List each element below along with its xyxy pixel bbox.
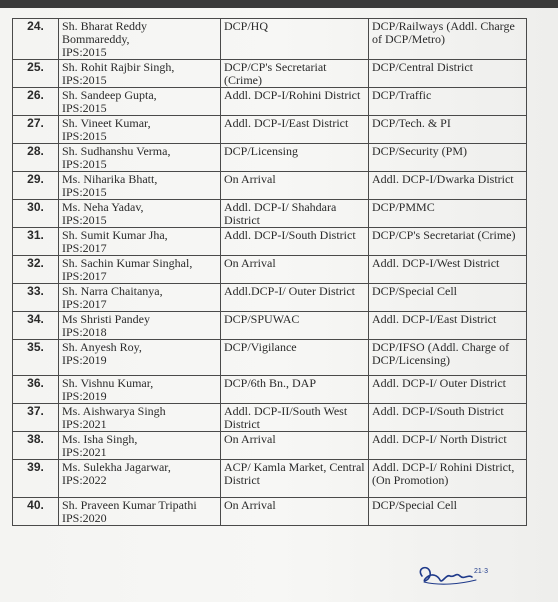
- serial-number: 37.: [13, 404, 59, 432]
- new-posting: DCP/Special Cell: [369, 284, 527, 312]
- officer-posting-table: [12, 18, 527, 526]
- officer-name: Ms. Neha Yadav,: [62, 200, 144, 214]
- officer-batch: IPS:2015: [62, 213, 107, 227]
- serial-number: 28.: [13, 144, 59, 172]
- table-row: [13, 340, 527, 376]
- serial-number: 36.: [13, 376, 59, 404]
- officer-name-cell: [59, 144, 221, 172]
- officer-batch: IPS:2021: [62, 417, 107, 431]
- officer-name-cell: [59, 432, 221, 460]
- new-posting: DCP/Special Cell: [369, 498, 527, 526]
- current-posting: On Arrival: [221, 432, 369, 460]
- officer-batch: IPS:2015: [62, 45, 107, 59]
- table-row: [13, 116, 527, 144]
- serial-number: 35.: [13, 340, 59, 376]
- current-posting: DCP/6th Bn., DAP: [221, 376, 369, 404]
- officer-name: Sh. Sumit Kumar Jha,: [62, 228, 168, 242]
- current-posting: DCP/Vigilance: [221, 340, 369, 376]
- officer-name: Ms. Isha Singh,: [62, 432, 138, 446]
- table-row: [13, 404, 527, 432]
- current-posting: Addl. DCP-I/Rohini District: [221, 88, 369, 116]
- new-posting: DCP/Security (PM): [369, 144, 527, 172]
- current-posting: Addl. DCP-I/ Shahdara District: [221, 200, 369, 228]
- officer-name: Sh. Sudhanshu Verma,: [62, 144, 171, 158]
- table-row: [13, 376, 527, 404]
- officer-name: Sh. Sandeep Gupta,: [62, 88, 157, 102]
- serial-number: 27.: [13, 116, 59, 144]
- new-posting: Addl. DCP-I/ Rohini District, (On Promotion): [369, 460, 527, 498]
- officer-name-cell: [59, 498, 221, 526]
- table-row: [13, 228, 527, 256]
- officer-batch: IPS:2020: [62, 511, 107, 525]
- officer-batch: IPS:2019: [62, 389, 107, 403]
- table-row: [13, 200, 527, 228]
- officer-batch: IPS:2017: [62, 297, 107, 311]
- new-posting: Addl. DCP-I/West District: [369, 256, 527, 284]
- top-edge-bar: [0, 0, 558, 8]
- current-posting: Addl. DCP-II/South West District: [221, 404, 369, 432]
- officer-batch: IPS:2021: [62, 445, 107, 459]
- current-posting: On Arrival: [221, 498, 369, 526]
- table-row: [13, 256, 527, 284]
- table-row: [13, 432, 527, 460]
- new-posting: DCP/Central District: [369, 60, 527, 88]
- officer-name-cell: [59, 228, 221, 256]
- table-row: [13, 144, 527, 172]
- officer-name: Sh. Praveen Kumar Tripathi: [62, 498, 197, 512]
- current-posting: Addl. DCP-I/South District: [221, 228, 369, 256]
- table-row: [13, 60, 527, 88]
- officer-name-cell: [59, 256, 221, 284]
- table-row: [13, 19, 527, 60]
- officer-name: Sh. Vineet Kumar,: [62, 116, 151, 130]
- officer-batch: IPS:2015: [62, 73, 107, 87]
- officer-batch: IPS:2022: [62, 473, 107, 487]
- serial-number: 33.: [13, 284, 59, 312]
- officer-batch: IPS:2017: [62, 269, 107, 283]
- table-row: [13, 460, 527, 498]
- serial-number: 25.: [13, 60, 59, 88]
- officer-name-cell: [59, 404, 221, 432]
- table-row: [13, 498, 527, 526]
- signature-mark: [410, 562, 500, 590]
- new-posting: DCP/CP's Secretariat (Crime): [369, 228, 527, 256]
- serial-number: 26.: [13, 88, 59, 116]
- new-posting: DCP/Traffic: [369, 88, 527, 116]
- current-posting: DCP/Licensing: [221, 144, 369, 172]
- current-posting: On Arrival: [221, 256, 369, 284]
- new-posting: DCP/PMMC: [369, 200, 527, 228]
- officer-name-cell: [59, 19, 221, 60]
- signature-initials: 21·3: [474, 568, 489, 575]
- officer-name-cell: [59, 340, 221, 376]
- serial-number: 32.: [13, 256, 59, 284]
- new-posting: DCP/Tech. & PI: [369, 116, 527, 144]
- current-posting: DCP/CP's Secretariat (Crime): [221, 60, 369, 88]
- new-posting: Addl. DCP-I/ Outer District: [369, 376, 527, 404]
- officer-name: Ms Shristi Pandey: [62, 312, 151, 326]
- officer-name: Ms. Niharika Bhatt,: [62, 172, 158, 186]
- current-posting: DCP/HQ: [221, 19, 369, 60]
- officer-name: Sh. Narra Chaitanya,: [62, 284, 163, 298]
- current-posting: ACP/ Kamla Market, Central District: [221, 460, 369, 498]
- officer-name: Sh. Bharat Reddy Bommareddy,: [62, 19, 147, 46]
- officer-batch: IPS:2015: [62, 185, 107, 199]
- officer-name-cell: [59, 60, 221, 88]
- table-row: [13, 312, 527, 340]
- officer-name-cell: [59, 312, 221, 340]
- serial-number: 34.: [13, 312, 59, 340]
- officer-name-cell: [59, 88, 221, 116]
- officer-name: Sh. Sachin Kumar Singhal,: [62, 256, 193, 270]
- table-row: [13, 284, 527, 312]
- officer-name: Sh. Anyesh Roy,: [62, 340, 142, 354]
- new-posting: Addl. DCP-I/East District: [369, 312, 527, 340]
- officer-name: Ms. Sulekha Jagarwar,: [62, 460, 171, 474]
- serial-number: 24.: [13, 19, 59, 60]
- current-posting: Addl.DCP-I/ Outer District: [221, 284, 369, 312]
- officer-name-cell: [59, 116, 221, 144]
- new-posting: DCP/IFSO (Addl. Charge of DCP/Licensing): [369, 340, 527, 376]
- officer-name-cell: [59, 460, 221, 498]
- officer-name: Sh. Vishnu Kumar,: [62, 376, 154, 390]
- officer-batch: IPS:2015: [62, 157, 107, 171]
- current-posting: Addl. DCP-I/East District: [221, 116, 369, 144]
- table-row: [13, 88, 527, 116]
- serial-number: 29.: [13, 172, 59, 200]
- serial-number: 38.: [13, 432, 59, 460]
- current-posting: On Arrival: [221, 172, 369, 200]
- officer-batch: IPS:2015: [62, 101, 107, 115]
- serial-number: 40.: [13, 498, 59, 526]
- officer-name-cell: [59, 376, 221, 404]
- officer-batch: IPS:2015: [62, 129, 107, 143]
- officer-name: Ms. Aishwarya Singh: [62, 404, 166, 418]
- table-row: [13, 172, 527, 200]
- officer-name: Sh. Rohit Rajbir Singh,: [62, 60, 175, 74]
- new-posting: Addl. DCP-I/Dwarka District: [369, 172, 527, 200]
- serial-number: 39.: [13, 460, 59, 498]
- officer-name-cell: [59, 284, 221, 312]
- serial-number: 30.: [13, 200, 59, 228]
- officer-name-cell: [59, 172, 221, 200]
- new-posting: Addl. DCP-I/South District: [369, 404, 527, 432]
- officer-batch: IPS:2019: [62, 353, 107, 367]
- officer-name-cell: [59, 200, 221, 228]
- new-posting: Addl. DCP-I/ North District: [369, 432, 527, 460]
- officer-batch: IPS:2018: [62, 325, 107, 339]
- current-posting: DCP/SPUWAC: [221, 312, 369, 340]
- new-posting: DCP/Railways (Addl. Charge of DCP/Metro): [369, 19, 527, 60]
- serial-number: 31.: [13, 228, 59, 256]
- officer-batch: IPS:2017: [62, 241, 107, 255]
